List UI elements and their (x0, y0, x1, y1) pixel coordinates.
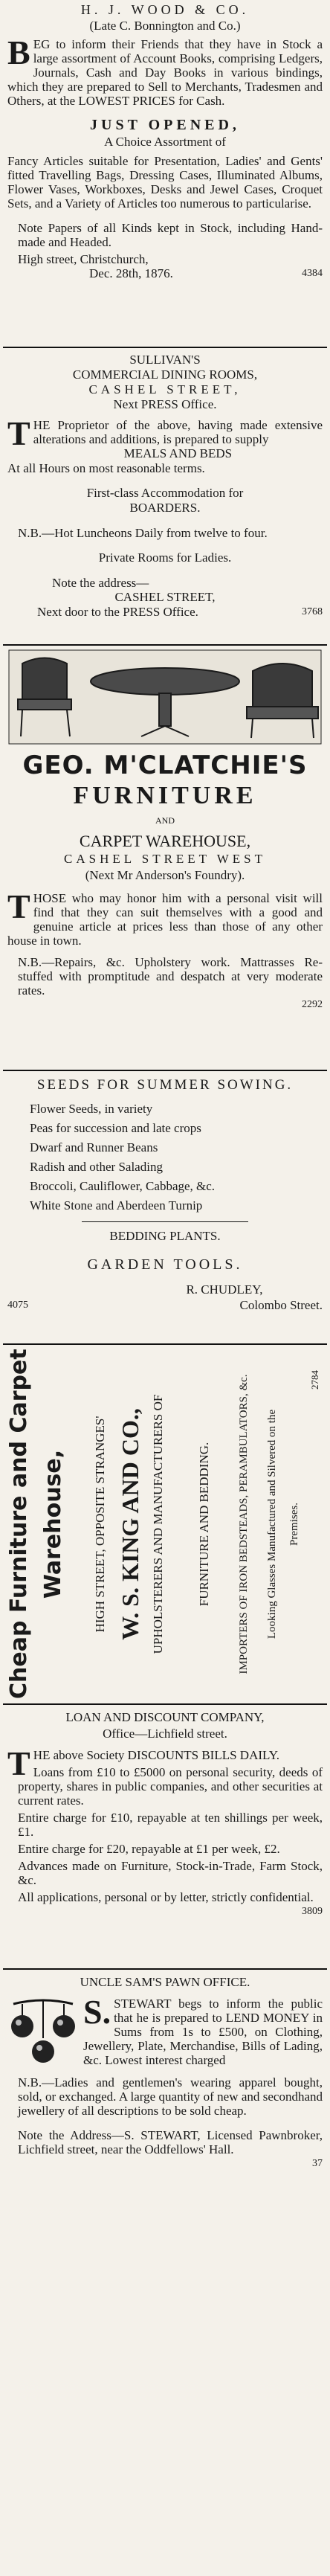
king-col4: W. S. KING AND CO., (117, 1408, 143, 1640)
wood-title: H. J. WOOD & CO. (80, 2, 250, 17)
loan-footer (7, 1904, 323, 1918)
list-item: White Stone and Aberdeen Turnip (30, 1198, 203, 1212)
sullivan-boarders: BOARDERS. (129, 501, 201, 515)
sullivan-body: HE Proprietor of the above, having made extensive alterations and additions, is prepared to supply (33, 418, 323, 446)
mcclatchie-body: HOSE who may honor him with a personal visit will find that they can suit themselves with a good and genuine article at prices less than those of any other house in town. (7, 891, 323, 948)
mcclatchie-dropcap: T (7, 887, 30, 925)
pawn-note: Note the Address—S. STEWART, Licensed Pawnbroker, Lichfield street, near the Oddfellows' Hall. (18, 2128, 323, 2156)
pawn-name: UNCLE SAM'S PAWN OFFICE. (80, 1975, 250, 1989)
king-col9: Premises. (288, 1503, 300, 1546)
pawn-dropcap: S. (83, 1997, 111, 2031)
wood-choice: A Choice Assortment of (104, 135, 226, 149)
loan-num: 3809 (302, 1906, 323, 1917)
loan-charge1: Entire charge for £10, repayable at ten shillings per week, £1. (18, 1811, 323, 1839)
mcclatchie-intro (7, 887, 323, 948)
king-advert (0, 1345, 330, 1703)
king-col5: UPHOLSTERERS AND MANUFACTURERS OF (151, 1394, 165, 1654)
chudley-heading: SEEDS FOR SUMMER SOWING. (36, 1077, 294, 1093)
wood-articles: Fancy Articles suitable for Presentation, Ladies' and Gents' fitted Travelling Bags, Dressing Cases, Illuminated Albums, Flower Vases, Workboxes, Desks and Jewel Cases, Croquet Sets, and a Variety of Articles too numerous to particularise. (7, 154, 323, 211)
chudley-advert (0, 1071, 330, 1343)
pawnbroker-balls-icon (7, 1997, 79, 2071)
sullivan-meals: MEALS AND BEDS (123, 446, 233, 460)
king-rotated-block (0, 1345, 330, 1703)
wood-advert (0, 0, 330, 347)
sullivan-line2: CASHEL STREET, (88, 382, 242, 396)
sullivan-nb: N.B.—Hot Luncheons Daily from twelve to four. (18, 526, 268, 540)
king-col3: HIGH STREET, OPPOSITE STRANGES' (93, 1416, 107, 1633)
list-item: Broccoli, Cauliflower, Cabbage, &c. (30, 1179, 216, 1193)
sullivan-name: SULLIVAN'S (129, 353, 201, 367)
wood-num: 4384 (302, 268, 323, 279)
mcclatchie-advert (0, 649, 330, 1070)
wood-footer (7, 266, 323, 280)
divider (3, 644, 327, 646)
sullivan-advert (0, 348, 330, 644)
king-num: 2784 (309, 1370, 320, 1390)
sullivan-intro (7, 414, 323, 452)
loan-body1: HE above Society DISCOUNTS BILLS DAILY. (33, 1748, 280, 1762)
pawn-advert (0, 1970, 330, 2267)
pawn-body: STEWART begs to inform the public that he is prepared to LEND MONEY in Sums from 1s to £500, on Clothing, Jewellery, Plate, Merchandise, Bills of Lading, &c. Lowest interest charged (83, 1997, 323, 2067)
loan-advert (0, 1705, 330, 1968)
pawn-num: 37 (312, 2158, 323, 2169)
pawn-nb: N.B.—Ladies and gentlemen's wearing apparel bought, sold, or exchanged. A large quantity of new and secondhand jewellery of all descriptions to be sold cheap. (18, 2075, 323, 2118)
wood-dropcap: B (7, 33, 30, 71)
king-col1: Cheap Furniture and Carpet (6, 1349, 32, 1699)
mcclatchie-street: CASHEL STREET WEST (64, 852, 266, 866)
king-col2: Warehouse, (40, 1449, 66, 1599)
sullivan-note: Note the address— (52, 576, 149, 590)
loan-apps: All applications, personal or by letter, strictly confidential. (18, 1890, 314, 1904)
loan-office: Office—Lichfield street. (103, 1727, 227, 1741)
chudley-tools: GARDEN TOOLS. (87, 1256, 243, 1273)
sullivan-line1: COMMERCIAL DINING ROOMS, (72, 367, 258, 382)
sullivan-first: First-class Accommodation for (86, 486, 244, 500)
wood-subtitle: (Late C. Bonnington and Co.) (89, 19, 241, 33)
list-item: Flower Seeds, in variety (30, 1102, 153, 1116)
chudley-num: 4075 (7, 1300, 28, 1311)
sullivan-next: Next door to the PRESS Office. (37, 605, 198, 619)
wood-body: EG to inform their Friends that they have in Stock a large assortment of Account Books, comprising Ledgers, Journals, Cash and Day Books in various bindings, which they are prepared to Sell to Merchants, Tradesmen and Others, at the LOWEST PRICES for Cash. (7, 37, 323, 108)
inner-divider (82, 1221, 248, 1222)
chudley-street: Colombo Street. (239, 1298, 323, 1312)
mcclatchie-name: GEO. M'CLATCHIE'S (22, 751, 308, 780)
loan-intro (7, 1744, 323, 1782)
pawn-footer (7, 2156, 323, 2171)
mcclatchie-and: AND (155, 815, 175, 826)
wood-intro (7, 33, 323, 108)
king-col8: Looking Glasses Manufactured and Silvered on the (266, 1409, 278, 1639)
chudley-name: R. CHUDLEY, (186, 1282, 263, 1297)
pawn-intro (7, 1997, 323, 2071)
loan-advances: Advances made on Furniture, Stock-in-Trade, Farm Stock, &c. (18, 1859, 323, 1887)
list-item: Peas for succession and late crops (30, 1121, 201, 1135)
loan-name: LOAN AND DISCOUNT COMPANY, (65, 1710, 265, 1724)
king-col6: FURNITURE AND BEDDING. (197, 1442, 211, 1607)
sullivan-private: Private Rooms for Ladies. (98, 550, 232, 565)
loan-charge2: Entire charge for £20, repayable at £1 per week, £2. (18, 1842, 280, 1856)
king-col7: IMPORTERS OF IRON BEDSTEADS, PERAMBULATORS, &c. (238, 1374, 250, 1674)
mcclatchie-furniture: FURNITURE (73, 782, 257, 809)
mcclatchie-num: 2292 (302, 999, 323, 1010)
sullivan-street: CASHEL STREET, (114, 590, 216, 604)
chudley-footer (7, 1298, 323, 1312)
loan-dropcap: T (7, 1744, 30, 1782)
sullivan-hours: At all Hours on most reasonable terms. (7, 461, 205, 475)
sullivan-line3: Next PRESS Office. (113, 397, 217, 411)
wood-address: High street, Christchurch, (18, 252, 149, 266)
list-item: Radish and other Salading (30, 1160, 163, 1174)
furniture-illustration (7, 649, 323, 745)
wood-just-opened: JUST OPENED, (90, 117, 240, 133)
sullivan-num: 3768 (302, 606, 323, 617)
list-item: Dwarf and Runner Beans (30, 1140, 158, 1154)
wood-note: Note Papers of all Kinds kept in Stock, including Hand-made and Headed. (18, 221, 323, 249)
loan-body2: Loans from £10 to £5000 on personal security, deeds of property, shares in public companies, and other securities at current rates. (18, 1765, 323, 1808)
sullivan-footer (7, 605, 323, 619)
chudley-bedding: BEDDING PLANTS. (109, 1229, 221, 1243)
mcclatchie-footer (7, 998, 323, 1012)
mcclatchie-carpet: CARPET WAREHOUSE, (79, 832, 251, 850)
sullivan-dropcap: T (7, 414, 30, 452)
wood-date: Dec. 28th, 1876. (89, 266, 173, 280)
mcclatchie-foundry: (Next Mr Anderson's Foundry). (85, 868, 245, 882)
mcclatchie-nb: N.B.—Repairs, &c. Upholstery work. Mattrasses Re-stuffed with promptitude and despatch at very moderate rates. (18, 955, 323, 998)
seed-list (7, 1099, 323, 1215)
